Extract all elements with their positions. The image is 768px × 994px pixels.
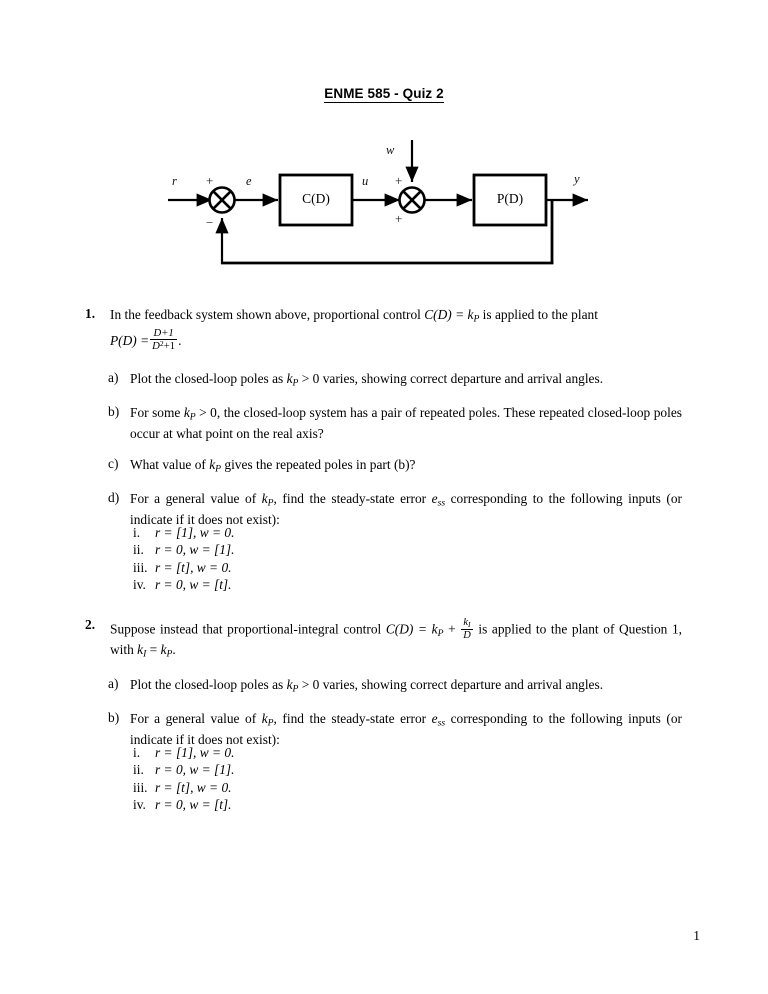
list-item [133, 796, 433, 813]
q2-kp-sub: P [166, 648, 173, 660]
q1d-roman-iii-text: r = [t], w = 0. [155, 559, 232, 575]
question-1-statement [110, 306, 682, 327]
question-2-part-b-roman-list [133, 744, 433, 814]
diagram-label-u: u [362, 174, 369, 188]
q2-intro-end: . [172, 642, 176, 658]
q2a-math-k: k [286, 677, 293, 692]
list-item [133, 744, 433, 761]
question-1-controller-sub: P [473, 313, 480, 325]
q1b-math-k-sub: P [189, 411, 196, 423]
q1d-math-e: e [431, 491, 438, 506]
question-1-part-a-label: a) [108, 370, 119, 385]
plant-equation-denominator-base: D [152, 340, 160, 353]
question-1-part-d-label: d) [108, 490, 120, 505]
q1d-roman-ii-label: ii. [133, 542, 144, 558]
q2b-roman-iv-label: iv. [133, 797, 146, 813]
question-1-intro-mid: is applied to the plant [479, 307, 598, 322]
q1d-text-2: , find the steady-state error [273, 491, 432, 506]
question-1-number: 1. [85, 306, 96, 321]
question-1-part-d-roman-list [133, 524, 433, 594]
question-2-part-b-text [130, 710, 682, 748]
page-number: 1 [693, 928, 700, 943]
list-item [133, 761, 433, 778]
list-item [133, 576, 433, 593]
q2b-math-e: e [431, 711, 438, 726]
controller-block-label: C(D) [302, 191, 330, 206]
q1d-roman-iv-text: r = 0, w = [t]. [155, 577, 232, 593]
question-2-part-a-text [130, 676, 682, 697]
plant-equation-lhs: P(D) = [110, 333, 150, 349]
q1a-math-k-sub: P [292, 377, 299, 389]
page-title-text: ENME 585 - Quiz 2 [324, 86, 444, 101]
q1d-math-e-sub: ss [437, 497, 446, 509]
question-2-number: 2. [85, 617, 96, 632]
q2-intro-pre: Suppose instead that proportional-integral control [110, 621, 386, 637]
plant-block-label: P(D) [496, 191, 524, 206]
q2a-text-2: > 0 varies, showing correct departure and arrival angles. [298, 677, 604, 692]
q1d-math-k: k [261, 491, 268, 506]
question-1-part-a-text [130, 370, 682, 391]
q1a-text-1: Plot the closed-loop poles as [130, 371, 287, 386]
list-item [133, 524, 433, 541]
q1d-text-1: For a general value of [130, 491, 262, 506]
plant-equation-fraction [150, 328, 177, 353]
block-diagram-svg [150, 128, 620, 283]
q2-frac-den: D [463, 630, 471, 642]
q2a-text-1: Plot the closed-loop poles as [130, 677, 287, 692]
question-1-part-d-text [130, 490, 682, 528]
q2b-roman-iv-text: r = 0, w = [t]. [155, 797, 232, 813]
q2-intro-mid: is applied to the plant of Question 1, with [110, 621, 682, 658]
q2b-roman-ii-label: ii. [133, 762, 144, 778]
q2b-roman-iii-text: r = [t], w = 0. [155, 779, 232, 795]
question-1-part-c-text [130, 456, 682, 477]
q2-plus-sign: + [443, 621, 461, 637]
q1d-roman-i-label: i. [133, 525, 141, 540]
q1b-text-2: > 0, the closed-loop system has a pair of repeated poles. These repeated closed-loop poles occur at what point on the real axis? [130, 405, 682, 441]
q2a-math-k-sub: P [292, 683, 299, 695]
diagram-label-y: y [574, 172, 580, 186]
sum1-sign-positive: + [206, 173, 214, 188]
sum2-sign-positive-top: + [395, 173, 403, 188]
q1c-math-k-sub: P [215, 463, 222, 475]
question-1-part-b-text [130, 404, 682, 442]
sum1-sign-negative: − [206, 215, 214, 230]
q1c-text-1: What value of [130, 457, 210, 472]
question-2-part-a-label: a) [108, 676, 119, 691]
question-1-plant-equation [110, 328, 682, 353]
q2-integral-fraction [461, 617, 473, 641]
q1d-math-k-sub: P [267, 497, 274, 509]
q1d-roman-ii-text: r = 0, w = [1]. [155, 542, 235, 558]
diagram-label-w: w [386, 143, 395, 157]
q1d-roman-iv-label: iv. [133, 577, 146, 593]
sum2-sign-positive-bottom: + [395, 211, 403, 226]
plant-equation-denominator-rest: +1 [163, 340, 176, 353]
q1c-math-k: k [209, 457, 216, 472]
q2b-roman-i-text: r = [1], w = 0. [155, 745, 235, 760]
list-item [133, 779, 433, 796]
question-1-intro-pre: In the feedback system shown above, proportional control [110, 307, 425, 322]
q2b-text-3: corresponding to the following inputs (or indicate if it does not exist): [130, 711, 682, 747]
block-diagram [150, 128, 620, 283]
q2-controller-math: C(D) = k [385, 621, 438, 637]
q2-controller-sub: P [437, 628, 444, 640]
q2b-text-1: For a general value of [130, 711, 262, 726]
diagram-label-r: r [172, 174, 177, 188]
page-title [0, 86, 768, 101]
q2b-roman-ii-text: r = 0, w = [1]. [155, 762, 235, 778]
q2b-math-e-sub: ss [437, 717, 446, 729]
q1d-text-3: corresponding to the following inputs (or indicate if it does not exist): [130, 491, 682, 527]
question-1-controller-math: C(D) = k [424, 307, 474, 322]
question-2-statement [110, 617, 682, 662]
q2-frac-num-sub: I [468, 620, 471, 630]
q1d-roman-iii-label: iii. [133, 559, 148, 575]
q2-ki-sub: I [143, 648, 147, 660]
plant-equation-numerator: D+1 [153, 327, 174, 339]
q1b-text-1: For some [130, 405, 184, 420]
q2b-math-k: k [261, 711, 268, 726]
q2b-math-k-sub: P [267, 717, 274, 729]
q2-frac-num-base: k [463, 617, 469, 628]
question-1-part-b-label: b) [108, 404, 120, 419]
list-item [133, 541, 433, 558]
q2b-roman-i-label: i. [133, 745, 141, 760]
question-2-part-b-label: b) [108, 710, 120, 725]
diagram-label-e: e [246, 174, 252, 188]
plant-equation-denominator-exponent: 2 [159, 339, 164, 349]
q2b-text-2: , find the steady-state error [273, 711, 432, 726]
q2b-roman-iii-label: iii. [133, 779, 148, 795]
plant-equation-period: . [178, 333, 182, 349]
question-1-part-c-label: c) [108, 456, 119, 471]
q1d-roman-i-text: r = [1], w = 0. [155, 525, 235, 540]
q2-ki: k [137, 642, 144, 658]
q1b-math-k: k [183, 405, 190, 420]
q1a-text-2: > 0 varies, showing correct departure and arrival angles. [298, 371, 604, 386]
q2-equals: = [146, 642, 161, 658]
list-item [133, 559, 433, 576]
q2-kp: k [160, 642, 167, 658]
q1c-text-2: gives the repeated poles in part (b)? [221, 457, 416, 472]
q1a-math-k: k [286, 371, 293, 386]
